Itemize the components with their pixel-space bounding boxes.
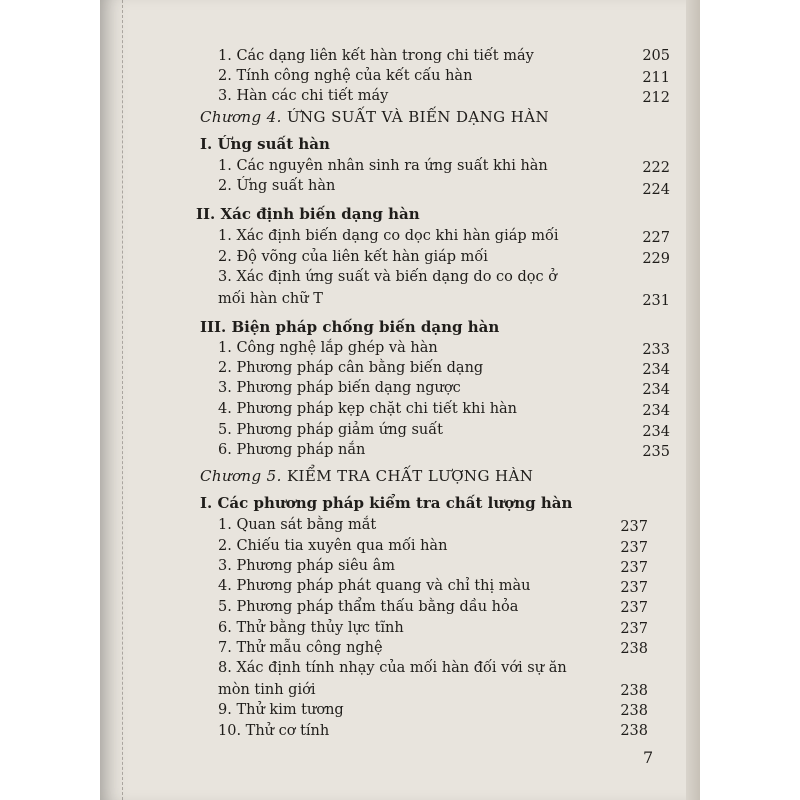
section-heading: II. Xác định biến dạng hàn bbox=[196, 205, 420, 223]
toc-page-number: 222 bbox=[642, 160, 670, 176]
toc-item: 9. Thử kim tương bbox=[218, 702, 344, 718]
toc-page-number: 234 bbox=[642, 403, 670, 419]
page-edge bbox=[686, 0, 700, 800]
toc-page-number: 224 bbox=[642, 182, 670, 198]
chapter-heading bbox=[200, 466, 533, 486]
toc-item: 2. Tính công nghệ của kết cấu hàn bbox=[218, 68, 473, 84]
toc-page-number: 234 bbox=[642, 382, 670, 398]
toc-item: 7. Thử mẫu công nghệ bbox=[218, 640, 383, 656]
toc-page-number: 211 bbox=[642, 70, 670, 86]
toc-page-number: 238 bbox=[620, 683, 648, 699]
section-heading: I. Các phương pháp kiểm tra chất lượng hàn bbox=[200, 494, 573, 512]
toc-item: 3. Xác định ứng suất và biến dạng do co dọc ở bbox=[218, 269, 557, 285]
toc-page-number: 235 bbox=[642, 444, 670, 460]
toc-item: 1. Các dạng liên kết hàn trong chi tiết máy bbox=[218, 48, 534, 64]
toc-page-number: 237 bbox=[620, 621, 648, 637]
toc-item: 6. Phương pháp nắn bbox=[218, 442, 366, 458]
toc-item: 10. Thử cơ tính bbox=[218, 723, 330, 739]
toc-item-continuation: mối hàn chữ T bbox=[218, 291, 323, 307]
toc-page-number: 234 bbox=[642, 362, 670, 378]
toc-item: 3. Phương pháp siêu âm bbox=[218, 558, 395, 574]
toc-item: 8. Xác định tính nhạy của mối hàn đối với sự ăn bbox=[218, 660, 567, 676]
toc-page-number: 237 bbox=[620, 540, 648, 556]
section-heading: III. Biện pháp chống biến dạng hàn bbox=[200, 318, 500, 336]
toc-item-continuation: mòn tinh giới bbox=[218, 682, 316, 698]
chapter-heading bbox=[200, 107, 549, 127]
toc-page-number: 238 bbox=[620, 703, 648, 719]
toc-page-number: 237 bbox=[620, 600, 648, 616]
toc-page-number: 238 bbox=[620, 641, 648, 657]
toc-page-number: 229 bbox=[642, 251, 670, 267]
page-fold bbox=[122, 0, 133, 800]
toc-page-number: 205 bbox=[642, 48, 670, 64]
toc-page-number: 237 bbox=[620, 580, 648, 596]
chapter-title: ỨNG SUẤT VÀ BIẾN DẠNG HÀN bbox=[286, 108, 549, 126]
toc-item: 4. Phương pháp kẹp chặt chi tiết khi hàn bbox=[218, 401, 518, 417]
toc-item: 2. Độ võng của liên kết hàn giáp mối bbox=[218, 249, 488, 265]
toc-item: 3. Phương pháp biến dạng ngược bbox=[218, 380, 461, 396]
toc-item: 1. Công nghệ lắp ghép và hàn bbox=[218, 340, 438, 356]
toc-item: 1. Các nguyên nhân sinh ra ứng suất khi hàn bbox=[218, 158, 548, 174]
chapter-label: Chương 5. bbox=[200, 467, 282, 485]
toc-item: 2. Ứng suất hàn bbox=[218, 178, 336, 194]
toc-item: 5. Phương pháp thẩm thấu bằng dầu hỏa bbox=[218, 599, 519, 615]
toc-page-number: 212 bbox=[642, 90, 670, 106]
toc-page-number: 238 bbox=[620, 723, 648, 739]
section-heading: I. Ứng suất hàn bbox=[200, 135, 330, 153]
chapter-label: Chương 4. bbox=[200, 108, 282, 126]
toc-page-number: 227 bbox=[642, 230, 670, 246]
toc-page-number: 234 bbox=[642, 424, 670, 440]
toc-page-number: 237 bbox=[620, 519, 648, 535]
toc-page-number: 237 bbox=[620, 560, 648, 576]
toc-item: 4. Phương pháp phát quang và chỉ thị màu bbox=[218, 578, 531, 594]
toc-item: 3. Hàn các chi tiết máy bbox=[218, 88, 389, 104]
toc-item: 2. Phương pháp cân bằng biến dạng bbox=[218, 360, 484, 376]
toc-item: 2. Chiếu tia xuyên qua mối hàn bbox=[218, 538, 448, 554]
toc-page-number: 231 bbox=[642, 293, 670, 309]
toc-item: 5. Phương pháp giảm ứng suất bbox=[218, 422, 443, 438]
toc-item: 1. Xác định biến dạng co dọc khi hàn giáp mối bbox=[218, 228, 559, 244]
toc-page-number: 233 bbox=[642, 342, 670, 358]
toc-item: 1. Quan sát bằng mắt bbox=[218, 517, 377, 533]
chapter-title: KIỂM TRA CHẤT LƯỢNG HÀN bbox=[286, 467, 534, 485]
toc-item: 6. Thử bằng thủy lực tĩnh bbox=[218, 620, 404, 636]
page-number: 7 bbox=[643, 748, 654, 767]
